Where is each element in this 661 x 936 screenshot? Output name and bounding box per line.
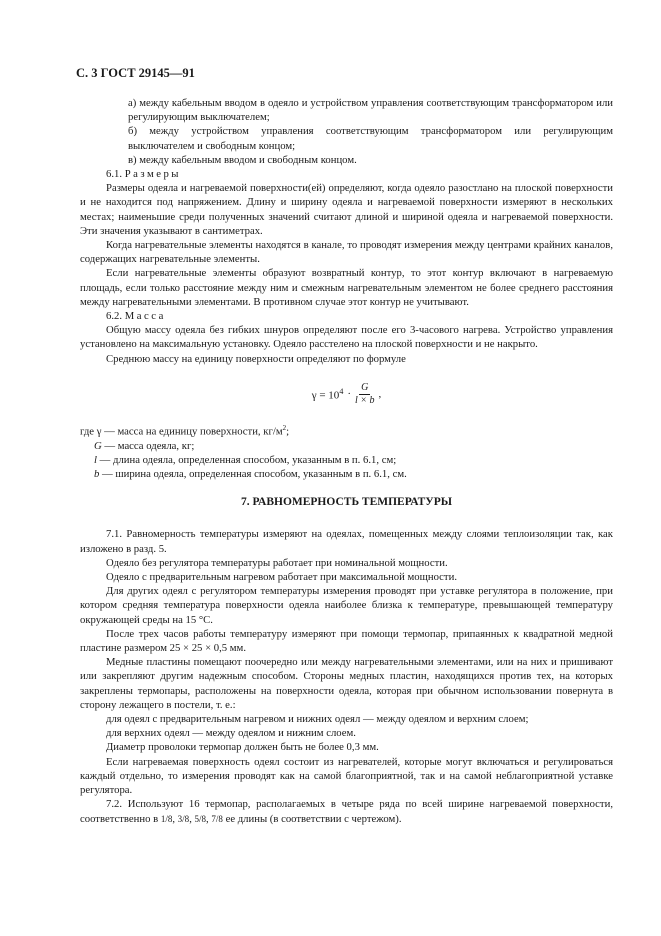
section-6-1-heading — [80, 167, 613, 181]
def-g-symbol: G — [94, 439, 102, 452]
fraction-7-8: 7/8 — [211, 813, 223, 824]
def-gamma — [80, 421, 613, 439]
paragraph: Диаметр проволоки термопар должен быть не более 0,3 мм. — [106, 741, 379, 754]
paragraph: для верхних одеял — между одеялом и нижним слоем. — [106, 727, 356, 740]
def-g-text: — масса одеяла, кг; — [101, 439, 195, 452]
list-item-a: а) между кабельным вводом в одеяло и устройством управления соответствующим трансформатором или регулирующим выключателем; — [128, 97, 613, 124]
formula-dot: · — [347, 388, 351, 401]
paragraph: Медные пластины помещают поочередно или между нагревательными элементами, или на них и пришивают или закрепляют другим надежным способом. Стороны медных пластин, находящихся против тех, на которых закреплены термопары, расположены на поверхности одеяла, которая при обычном использовании повернута в сторону лежащего в постели, т. е.: — [80, 656, 613, 711]
paragraph: Одеяло без регулятора температуры работает при номинальной мощности. — [106, 556, 448, 569]
def-g — [80, 439, 613, 453]
formula-definitions — [80, 421, 613, 481]
document-body — [80, 96, 613, 826]
paragraph: Размеры одеяла и нагреваемой поверхности(ей) определяют, когда одеяло разостлано на плоской поверхности и не находится под напряжением. Длину и ширину одеяла и нагреваемой поверхности измеряют в нескольких местах; наименьшие среди полученных значений считают длиной и шириной одеяла и нагреваемой поверхности. Эти значения указывают в сантиметрах. — [80, 182, 613, 237]
fraction-3-8: 3/8 — [177, 813, 190, 824]
p72-text-a: 7.2. Используют 16 термопар, располагаемых в четыре ряда по всей ширине нагреваемой поверхности, соответственно в — [80, 798, 613, 825]
section-title: Масса — [124, 310, 166, 323]
formula-numerator: G — [361, 381, 369, 393]
def-b-text: — ширина одеяла, определенная способом, указанным в п. 6.1, см. — [99, 468, 407, 481]
section-6-2-heading — [80, 309, 613, 323]
paragraph: Среднюю массу на единицу поверхности определяют по формуле — [106, 352, 406, 365]
def-gamma-text: где γ — масса на единицу поверхности, кг/м — [80, 425, 283, 438]
paragraph: Если нагревательные элементы образуют возвратный контур, то этот контур включают в нагреваемую площадь, если только расстояние между ним и смежным нагревательным элементом не более среднего расстояния между нагревательными элементами. В противном случае этот контур не учитывают. — [80, 267, 613, 308]
def-l-text: — длина одеяла, определенная способом, указанным в п. 6.1, см; — [96, 453, 397, 466]
section-number: 6.1. — [106, 168, 123, 181]
paragraph: После трех часов работы температуру измеряют при помощи термопар, припаянных к квадратной медной пластине размером 25 × 25 × 0,5 мм. — [80, 627, 613, 655]
def-b-symbol: b — [94, 468, 100, 481]
formula-exponent: 4 — [339, 387, 344, 397]
def-gamma-end: ; — [286, 425, 290, 438]
section-number: 6.2. — [106, 310, 123, 323]
p72-text-b: ее длины (в соответствии с чертежом). — [222, 812, 402, 825]
paragraph: Общую массу одеяла без гибких шнуров определяют после его 3-часового нагрева. Устройство управления установлено на максимальную установку. Одеяло расстелено на плоской поверхности и не накрыто. — [80, 324, 613, 351]
def-b — [80, 467, 613, 481]
formula-lhs-text: γ = 10 — [311, 390, 340, 403]
section-title: Размеры — [124, 168, 181, 181]
fraction-5-8: 5/8 — [194, 813, 207, 824]
paragraph: Для других одеял с регулятором температуры измерения проводят при уставке регулятора в положение, при котором средняя температура поверхности одеяла наиболее близка к температуре, превышающей температуру окружающей среды на 15 °С. — [80, 585, 613, 626]
paragraph: 7.1. Равномерность температуры измеряют на одеялах, помещенных между слоями теплоизоляции так, как изложено в разд. 5. — [80, 528, 613, 555]
formula-lhs — [312, 385, 344, 403]
list-item-b: б) между устройством управления соответствующим трансформатором или регулирующим выключателем и свободным концом; — [128, 125, 613, 152]
paragraph: Когда нагревательные элементы находятся в канале, то проводят измерения между центрами крайних каналов, содержащих нагревательные элементы. — [80, 239, 613, 266]
paragraph: Одеяло с предварительным нагревом работает при максимальной мощности. — [106, 571, 457, 584]
paragraph: для одеял с предварительным нагревом и нижних одеял — между одеялом и верхним слоем; — [106, 713, 529, 726]
def-l-symbol: l — [94, 453, 97, 466]
formula-tail: , — [378, 388, 382, 401]
def-gamma-sup: 2 — [282, 423, 287, 432]
mass-formula — [80, 382, 613, 407]
formula-fraction — [355, 382, 375, 407]
paragraph: Если нагреваемая поверхность одеял состоит из нагревателей, которые могут включаться и регулироваться каждый отдельно, то измерения проводят как на самой благоприятной, так и на самой неблагоприятной уставке регулятора. — [80, 755, 613, 797]
list-item-c: в) между кабельным вводом и свободным концом. — [128, 153, 357, 166]
fraction-1-8: 1/8 — [160, 813, 173, 824]
page-header: С. 3 ГОСТ 29145—91 — [76, 66, 195, 80]
paragraph-7-2: 7.2. Используют 16 термопар, располагаемых в четыре ряда по всей ширине нагреваемой поверхности, соответственно в 1/8, 3/8, 5/8, 7/8 ее длины (в соответствии с чертежом). — [80, 798, 613, 825]
formula-denominator: l × b — [354, 394, 375, 406]
section-7-title: 7. РАВНОМЕРНОСТЬ ТЕМПЕРАТУРЫ — [240, 496, 453, 509]
def-l — [80, 453, 613, 467]
